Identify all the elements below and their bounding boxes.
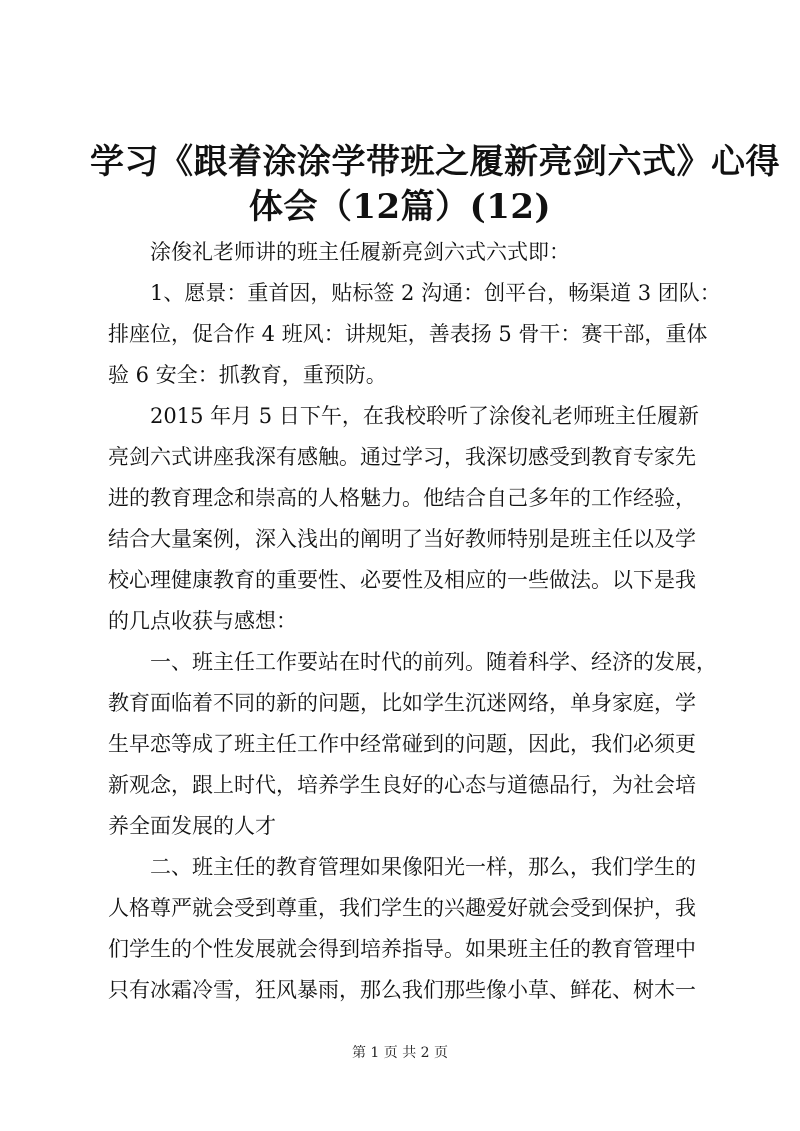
text-line: 涂俊礼老师讲的班主任履新亮剑六式六式即： bbox=[150, 240, 570, 264]
text-line: 的几点收获与感想： bbox=[108, 609, 297, 633]
paragraph-point-one bbox=[108, 642, 717, 847]
text-line: 新观念，跟上时代，培养学生良好的心态与道德品行，为社会培 bbox=[108, 773, 696, 797]
text-line: 结合大量案例，深入浅出的阐明了当好教师特别是班主任以及学 bbox=[108, 527, 696, 551]
document-title bbox=[90, 140, 780, 230]
text-line: 一、班主任工作要站在时代的前列。随着科学、经济的发展， bbox=[150, 650, 717, 674]
document-body bbox=[108, 232, 721, 1011]
paragraph-intro bbox=[108, 232, 712, 273]
paragraph-six-points bbox=[108, 273, 721, 396]
text-line: 生早恋等成了班主任工作中经常碰到的问题，因此，我们必须更 bbox=[108, 732, 696, 756]
text-line: 养全面发展的人才 bbox=[108, 814, 276, 838]
text-line: 亮剑六式讲座我深有感触。通过学习，我深切感受到教育专家先 bbox=[108, 445, 696, 469]
text-line: 只有冰霜冷雪，狂风暴雨，那么我们那些像小草、鲜花、树木一 bbox=[108, 978, 696, 1002]
page-footer: 第 1 页 共 2 页 bbox=[351, 1045, 449, 1061]
text-line: 排座位，促合作 4 班风：讲规矩，善表扬 5 骨干：赛干部，重体 bbox=[108, 322, 708, 346]
title-line: 学习《跟着涂涂学带班之履新亮剑六式》心得 bbox=[90, 142, 780, 182]
text-line: 教育面临着不同的新的问题，比如学生沉迷网络，单身家庭，学 bbox=[108, 691, 696, 715]
text-line: 人格尊严就会受到尊重，我们学生的兴趣爱好就会受到保护，我 bbox=[108, 896, 696, 920]
paragraph-lecture bbox=[108, 396, 712, 642]
paragraph-point-two bbox=[108, 847, 712, 1011]
text-line: 二、班主任的教育管理如果像阳光一样，那么，我们学生的 bbox=[150, 855, 696, 879]
text-line: 们学生的个性发展就会得到培养指导。如果班主任的教育管理中 bbox=[108, 937, 696, 961]
text-line: 进的教育理念和崇高的人格魅力。他结合自己多年的工作经验， bbox=[108, 486, 696, 510]
text-line: 1、愿景：重首因，贴标签 2 沟通：创平台，畅渠道 3 团队： bbox=[150, 281, 721, 305]
text-line: 2015 年月 5 日下午，在我校聆听了涂俊礼老师班主任履新 bbox=[150, 404, 699, 428]
title-line: 体会（12篇）(12) bbox=[248, 187, 552, 227]
text-line: 验 6 安全：抓教育，重预防。 bbox=[108, 363, 387, 387]
text-line: 校心理健康教育的重要性、必要性及相应的一些做法。以下是我 bbox=[108, 568, 696, 592]
